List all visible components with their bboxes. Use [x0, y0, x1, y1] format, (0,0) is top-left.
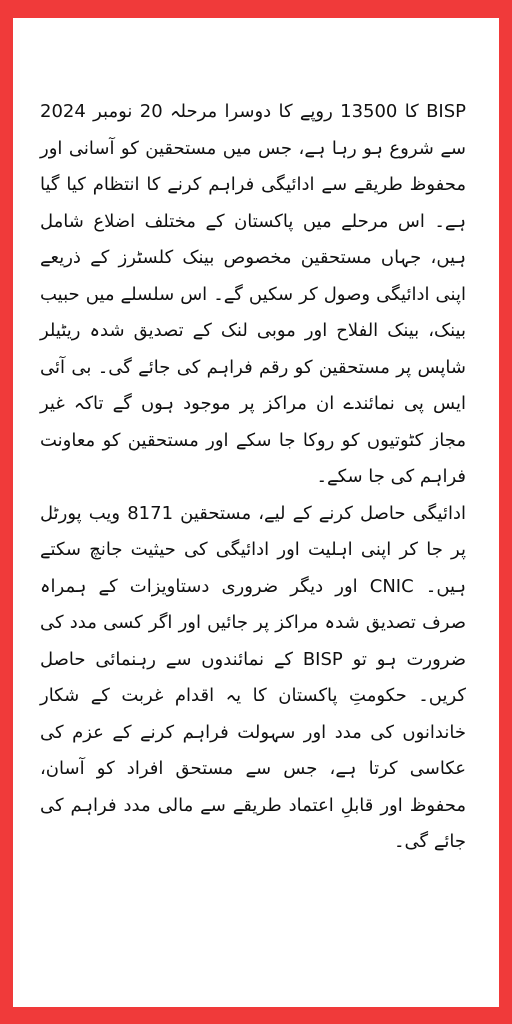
article-paragraph-1: BISP کا 13500 روپے کا دوسرا مرحلہ 20 نومبر 2024 سے شروع ہو رہا ہے، جس میں مستحقین کو آسانی اور محفوظ طریقے سے ادائیگی فراہم کرنے کا انتظام کیا گیا ہے۔ اس مرحلے میں پاکستان کے مختلف اضلاع شامل ہیں، جہاں مستحقین مخصوص بینک کلسٹرز کے ذریعے اپنی ادائیگی وصول کر سکیں گے۔ اس سلسلے میں حبیب بینک، بینک الفلاح اور موبی لنک کے تصدیق شدہ ریٹیلر شاپس پر مستحقین کو رقم فراہم کی جائے گی۔ بی آئی ایس پی نمائندے ان مراکز پر موجود ہوں گے تاکہ غیر مجاز کٹوتیوں کو روکا جا سکے اور مستحقین کو معاونت فراہم کی جا سکے۔	[40, 101, 466, 487]
article-body	[40, 94, 466, 861]
article-paragraph-2: ادائیگی حاصل کرنے کے لیے، مستحقین 8171 ویب پورٹل پر جا کر اپنی اہلیت اور ادائیگی کی حیثیت جانچ سکتے ہیں۔ CNIC اور دیگر ضروری دستاویزات کے ہمراہ صرف تصدیق شدہ مراکز پر جائیں اور اگر کسی مدد کی ضرورت ہو تو BISP کے نمائندوں سے رہنمائی حاصل کریں۔ حکومتِ پاکستان کا یہ اقدام غربت کے شکار خاندانوں کی مدد اور سہولت فراہم کرنے کے عزم کی عکاسی کرتا ہے، جس سے مستحق افراد کو آسان، محفوظ اور قابلِ اعتماد طریقے سے مالی مدد فراہم کی جائے گی۔	[40, 502, 467, 852]
